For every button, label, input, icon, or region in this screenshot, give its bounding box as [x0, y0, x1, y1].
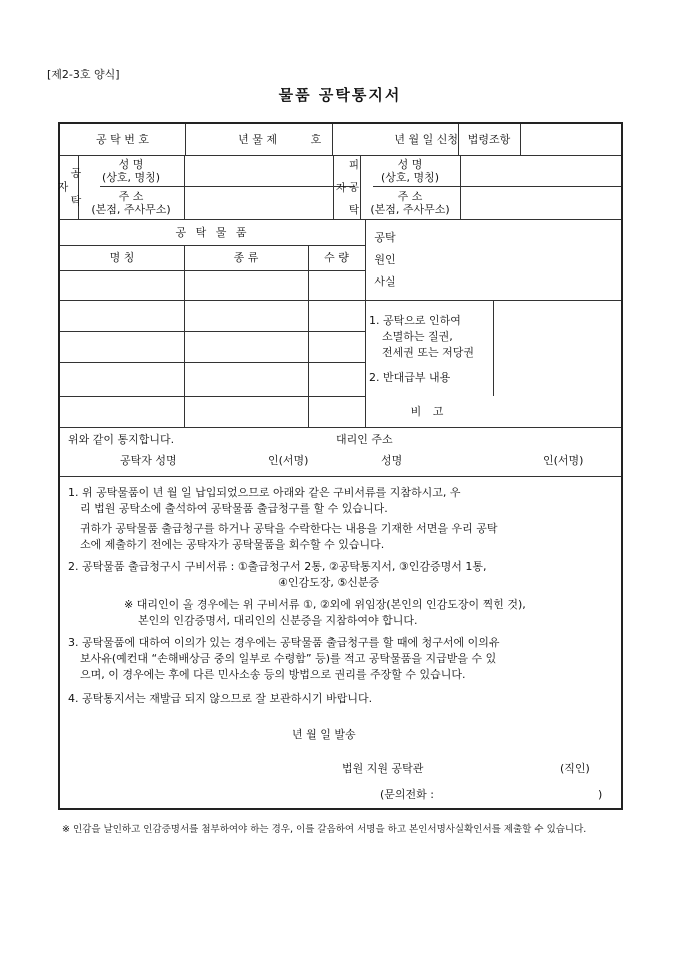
- application-date-label: 년 월 일 신청: [394, 133, 458, 146]
- extinct-line-1: 1. 공탁으로 인하여: [369, 314, 461, 327]
- depositee-address-title: 주 소: [397, 189, 423, 203]
- depositee-name-sub: (상호, 명칭): [380, 170, 440, 184]
- instruction-1b: 리 법원 공탁소에 출석하여 공탁물품 출급청구를 할 수 있습니다.: [80, 502, 388, 515]
- year-item-label: 년 물 제: [238, 133, 277, 146]
- phone-label: (문의전화 :: [380, 788, 434, 801]
- depositor-address-title: 주 소: [118, 189, 144, 203]
- agent-name-label: 성명: [381, 454, 403, 467]
- depositee-side-label: 피 공 탁 자: [334, 159, 360, 215]
- instruction-2c: ※ 대리인이 올 경우에는 위 구비서류 ①, ②외에 위임장(본인의 인감도장이 찍힌 것),: [124, 598, 526, 611]
- goods-col-qty: 수 량: [324, 251, 349, 264]
- instruction-1a: 1. 위 공탁물품이 년 월 일 납입되었으므로 아래와 같은 구비서류를 지참하시고, 우: [68, 486, 461, 499]
- instruction-2a: 2. 공탁물품 출급청구시 구비서류 : ①출급청구서 2통, ②공탁통지서, ③인감증명서 1통,: [68, 560, 487, 573]
- remarks-label: 비 고: [410, 405, 448, 418]
- phone-close: ): [598, 788, 603, 801]
- footnote: ※ 인감을 날인하고 인감증명서를 첨부하여야 하는 경우, 이를 갈음하여 서명을 하고 본인서명사실확인서를 제출할 수 있습니다.: [62, 824, 587, 835]
- deposit-number-label: 공 탁 번 호: [96, 133, 149, 146]
- goods-col-type: 종 류: [233, 251, 259, 264]
- depositor-address-label: [78, 186, 184, 219]
- depositor-name-sub: (상호, 명칭): [101, 170, 161, 184]
- depositor-name-title: 성 명: [118, 157, 144, 171]
- instruction-2b: ④인감도장, ⑤신분증: [278, 576, 380, 589]
- depositor-signature-label: 공탁자 성명: [120, 454, 177, 467]
- instruction-2d: 본인의 인감증명서, 대리인의 신분증을 지참하여야 합니다.: [138, 614, 418, 627]
- instruction-3a: 3. 공탁물품에 대하여 이의가 있는 경우에는 공탁물품 출급청구를 할 때에 청구서에 이의유: [68, 636, 500, 649]
- goods-col-name: 명 칭: [109, 251, 135, 264]
- ho-label: 호: [310, 133, 322, 146]
- cause-label: 공탁 원인 사실: [374, 231, 396, 288]
- depositee-name-title: 성 명: [397, 157, 423, 171]
- depositor-name-label: [78, 155, 184, 186]
- instruction-1d: 소에 제출하기 전에는 공탁자가 공탁물품을 회수할 수 있습니다.: [80, 538, 385, 551]
- depositor-address-sub: (본점, 주사무소): [91, 202, 171, 216]
- depositee-address-sub: (본점, 주사무소): [370, 202, 450, 216]
- depositee-address-label: [360, 186, 460, 219]
- depositor-seal-label: 인(서명): [268, 454, 309, 467]
- notice-line: 위와 같이 통지합니다.: [68, 433, 175, 446]
- agent-address-label: 대리인 주소: [336, 433, 393, 446]
- court-officer-label: 법원 지원 공탁관: [342, 762, 424, 775]
- agent-seal-label: 인(서명): [543, 454, 584, 467]
- sent-date-label: 년 월 일 발송: [292, 728, 356, 741]
- instruction-4: 4. 공탁통지서는 재발급 되지 않으므로 잘 보관하시기 바랍니다.: [68, 692, 373, 705]
- form-frame: [58, 122, 623, 810]
- instruction-3b: 보사유(예컨대 “손해배상금 중의 일부로 수령함” 등)를 적고 공탁물품을 지급받을 수 있: [80, 652, 497, 665]
- depositor-side-label: 공 탁 자: [56, 166, 82, 208]
- instruction-3c: 으며, 이 경우에는 후에 다른 민사소송 등의 방법으로 권리를 주장할 수 있습니다.: [80, 668, 466, 681]
- extinct-line-3: 전세권 또는 저당권: [382, 346, 475, 359]
- counter-performance-label: 2. 반대급부 내용: [369, 371, 451, 384]
- depositee-name-label: [360, 155, 460, 186]
- official-seal-label: (직인): [560, 762, 590, 775]
- law-clause-label: 법령조항: [467, 133, 511, 146]
- goods-header: 공 탁 물 품: [175, 225, 250, 239]
- form-number: [제2-3호 양식]: [47, 68, 120, 81]
- instruction-1c: 귀하가 공탁물품 출급청구를 하거나 공탁을 수락한다는 내용을 기재한 서면을 우리 공탁: [80, 522, 498, 535]
- page-title: 물품 공탁통지서: [278, 86, 402, 104]
- extinct-line-2: 소멸하는 질권,: [382, 330, 453, 343]
